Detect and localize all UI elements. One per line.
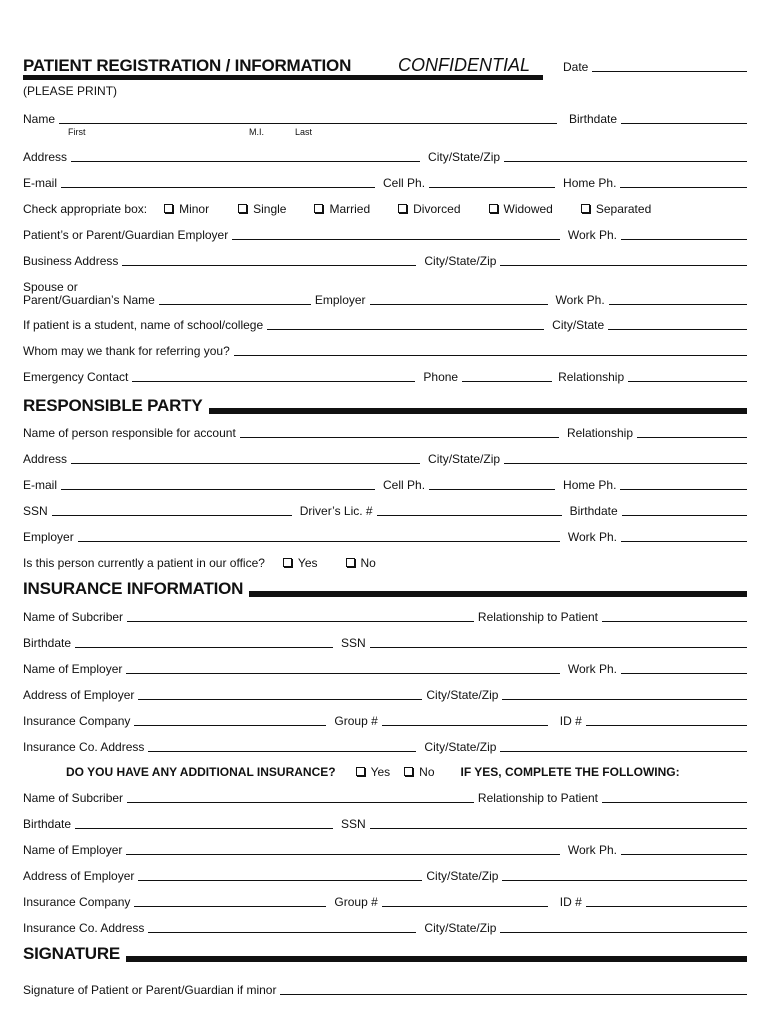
- responsible-cell-ph-field[interactable]: [429, 478, 555, 490]
- subscriber-birthdate-label: Birthdate: [23, 636, 72, 650]
- is-patient-no-label: No: [360, 556, 376, 570]
- signature-title: SIGNATURE: [23, 944, 121, 963]
- insurance-co-address-field[interactable]: [148, 740, 416, 752]
- responsible-ssn-field[interactable]: [52, 504, 292, 516]
- status-single-label: Single: [253, 202, 287, 216]
- confidential-label: CONFIDENTIAL: [398, 55, 531, 75]
- status-widowed-label: Widowed: [503, 202, 553, 216]
- is-patient-yes-label: Yes: [297, 556, 318, 570]
- student-school-label: If patient is a student, name of school/college: [23, 318, 264, 332]
- checkbox-icon: [356, 767, 365, 776]
- subscriber-relationship-label: Relationship to Patient: [477, 610, 598, 624]
- student-row: [23, 318, 747, 332]
- signature-row: [23, 983, 747, 997]
- insurance2-co-address-label: Insurance Co. Address: [23, 921, 145, 935]
- responsible-birthdate-field[interactable]: [622, 504, 747, 516]
- group-field[interactable]: [382, 714, 548, 726]
- employer-city-state-zip-label: City/State/Zip: [426, 688, 499, 702]
- employer2-address-label: Address of Employer: [23, 869, 135, 883]
- please-print-note: (PLEASE PRINT): [23, 84, 118, 98]
- referring-label: Whom may we thank for referring you?: [23, 344, 230, 358]
- business-address-field[interactable]: [122, 254, 416, 266]
- address-row: [23, 150, 747, 164]
- subscriber2-work-ph-field[interactable]: [621, 843, 747, 855]
- additional-no-checkbox[interactable]: [404, 765, 434, 779]
- responsible-city-state-zip-label: City/State/Zip: [428, 452, 501, 466]
- insurance2-co-city-state-zip-field[interactable]: [500, 921, 747, 933]
- home-ph-label: Home Ph.: [563, 176, 617, 190]
- checkbox-icon: [238, 204, 247, 213]
- emergency-relationship-field[interactable]: [628, 370, 747, 382]
- date-label: Date: [563, 60, 589, 74]
- employer-field[interactable]: [232, 228, 560, 240]
- name-label: Name: [23, 112, 56, 126]
- subscriber2-relationship-field[interactable]: [602, 791, 747, 803]
- subscriber-ssn-field[interactable]: [370, 636, 747, 648]
- insurance2-co-city-state-zip-label: City/State/Zip: [424, 921, 497, 935]
- checkbox-icon: [346, 558, 355, 567]
- subscriber2-field[interactable]: [127, 791, 474, 803]
- employer-city-state-zip-field[interactable]: [502, 688, 747, 700]
- birthdate-field[interactable]: [621, 112, 747, 124]
- subscriber-field[interactable]: [127, 610, 474, 622]
- name-first-caption: First: [68, 127, 86, 137]
- business-address-label: Business Address: [23, 254, 119, 268]
- subscriber2-employer-row: [23, 843, 747, 857]
- check-box-label: Check appropriate box:: [23, 202, 148, 216]
- insurance2-company-field[interactable]: [134, 895, 326, 907]
- checkbox-icon: [489, 204, 498, 213]
- business-address-row: [23, 254, 747, 268]
- form-title: PATIENT REGISTRATION / INFORMATION: [23, 56, 352, 75]
- subscriber2-ssn-label: SSN: [341, 817, 366, 831]
- status-minor-checkbox[interactable]: [164, 202, 209, 216]
- status-divorced-checkbox[interactable]: [398, 202, 460, 216]
- group-label: Group #: [334, 714, 378, 728]
- subscriber-employer-field[interactable]: [126, 662, 560, 674]
- section-rule: [249, 591, 747, 597]
- responsible-work-ph-label: Work Ph.: [567, 530, 617, 544]
- emergency-row: [23, 370, 747, 384]
- subscriber-birthdate-field[interactable]: [75, 636, 333, 648]
- emergency-field[interactable]: [132, 370, 415, 382]
- please-print-row: [23, 84, 747, 98]
- subscriber-birthdate-row: [23, 636, 747, 650]
- subscriber2-row: [23, 791, 747, 805]
- email-row: [23, 176, 747, 190]
- subscriber-work-ph-field[interactable]: [621, 662, 747, 674]
- pg-name-field[interactable]: [159, 293, 311, 305]
- subscriber-row: [23, 610, 747, 624]
- work-ph-field[interactable]: [621, 228, 747, 240]
- status-minor-label: Minor: [179, 202, 210, 216]
- responsible-party-title: RESPONSIBLE PARTY: [23, 396, 203, 415]
- spouse-or-label: Spouse or: [23, 280, 78, 294]
- group2-field[interactable]: [382, 895, 548, 907]
- responsible-person-field[interactable]: [240, 426, 559, 438]
- responsible-employer-row: [23, 530, 747, 544]
- section-rule: [126, 956, 747, 962]
- school-city-state-field[interactable]: [608, 318, 747, 330]
- insurance-co-address-label: Insurance Co. Address: [23, 740, 145, 754]
- employer-address-label: Address of Employer: [23, 688, 135, 702]
- subscriber2-ssn-field[interactable]: [370, 817, 747, 829]
- drivers-lic-field[interactable]: [377, 504, 562, 516]
- subscriber2-work-ph-label: Work Ph.: [567, 843, 617, 857]
- id2-label: ID #: [559, 895, 582, 909]
- insurance2-co-address-field[interactable]: [148, 921, 416, 933]
- birthdate-label: Birthdate: [568, 112, 617, 126]
- address-field[interactable]: [71, 150, 420, 162]
- subscriber2-birthdate-row: [23, 817, 747, 831]
- is-patient-no-checkbox[interactable]: [346, 556, 376, 570]
- employer2-address-row: [23, 869, 747, 883]
- status-widowed-checkbox[interactable]: [489, 202, 553, 216]
- responsible-employer-label: Employer: [23, 530, 74, 544]
- additional-insurance-row: [66, 765, 747, 779]
- responsible-home-ph-field[interactable]: [620, 478, 747, 490]
- responsible-home-ph-label: Home Ph.: [563, 478, 617, 492]
- signature-field[interactable]: [280, 983, 747, 995]
- additional-yes-label: Yes: [370, 765, 391, 779]
- id-field[interactable]: [586, 714, 747, 726]
- additional-insurance-question: DO YOU HAVE ANY ADDITIONAL INSURANCE?: [66, 765, 336, 779]
- responsible-ssn-label: SSN: [23, 504, 48, 518]
- subscriber-work-ph-label: Work Ph.: [567, 662, 617, 676]
- date-field[interactable]: [592, 60, 747, 72]
- employer-row: [23, 228, 747, 242]
- spouse-or-row: [23, 280, 747, 294]
- employer-address-field[interactable]: [138, 688, 422, 700]
- spouse-employer-field[interactable]: [370, 293, 548, 305]
- responsible-relationship-label: Relationship: [566, 426, 633, 440]
- responsible-city-state-zip-field[interactable]: [504, 452, 747, 464]
- subscriber2-employer-label: Name of Employer: [23, 843, 123, 857]
- subscriber2-birthdate-label: Birthdate: [23, 817, 72, 831]
- school-city-state-label: City/State: [552, 318, 605, 332]
- if-yes-note: IF YES, COMPLETE THE FOLLOWING:: [460, 765, 680, 779]
- insurance-company-field[interactable]: [134, 714, 326, 726]
- date-row: [563, 60, 747, 74]
- checkbox-icon: [283, 558, 292, 567]
- emergency-label: Emergency Contact: [23, 370, 129, 384]
- spouse-work-ph-field[interactable]: [609, 293, 747, 305]
- spouse-row: [23, 293, 747, 307]
- pg-name-label: Parent/Guardian’s Name: [23, 293, 155, 307]
- city-state-zip-field[interactable]: [504, 150, 747, 162]
- student-school-field[interactable]: [267, 318, 544, 330]
- status-divorced-label: Divorced: [413, 202, 461, 216]
- responsible-relationship-field[interactable]: [637, 426, 747, 438]
- drivers-lic-label: Driver’s Lic. #: [299, 504, 373, 518]
- insurance-company-row: [23, 714, 747, 728]
- business-city-state-zip-field[interactable]: [500, 254, 747, 266]
- referring-field[interactable]: [234, 344, 747, 356]
- subscriber-employer-row: [23, 662, 747, 676]
- responsible-cell-ph-label: Cell Ph.: [383, 478, 426, 492]
- status-married-label: Married: [329, 202, 371, 216]
- email-field[interactable]: [61, 176, 375, 188]
- responsible-person-label: Name of person responsible for account: [23, 426, 236, 440]
- cell-ph-label: Cell Ph.: [383, 176, 426, 190]
- responsible-birthdate-label: Birthdate: [569, 504, 618, 518]
- responsible-ssn-row: [23, 504, 747, 518]
- checkbox-icon: [314, 204, 323, 213]
- name-field[interactable]: [59, 112, 557, 124]
- insurance-co-city-state-zip-label: City/State/Zip: [424, 740, 497, 754]
- employer-address-row: [23, 688, 747, 702]
- emergency-phone-field[interactable]: [462, 370, 552, 382]
- group2-label: Group #: [334, 895, 378, 909]
- responsible-address-field[interactable]: [71, 452, 420, 464]
- insurance-company-label: Insurance Company: [23, 714, 131, 728]
- spouse-employer-label: Employer: [314, 293, 366, 307]
- status-separated-checkbox[interactable]: [581, 202, 651, 216]
- subscriber-label: Name of Subcriber: [23, 610, 124, 624]
- status-separated-label: Separated: [595, 202, 652, 216]
- is-patient-label: Is this person currently a patient in our office?: [23, 556, 265, 570]
- responsible-person-row: [23, 426, 747, 440]
- is-patient-yes-checkbox[interactable]: [283, 556, 318, 570]
- checkbox-icon: [404, 767, 413, 776]
- responsible-address-row: [23, 452, 747, 466]
- responsible-party-heading: [23, 396, 747, 416]
- home-ph-field[interactable]: [620, 176, 747, 188]
- emergency-phone-label: Phone: [423, 370, 459, 384]
- is-patient-row: [23, 556, 747, 570]
- subscriber2-relationship-label: Relationship to Patient: [477, 791, 598, 805]
- section-rule: [209, 408, 747, 414]
- name-row: [23, 112, 747, 126]
- referring-row: [23, 344, 747, 358]
- email-label: E-mail: [23, 176, 58, 190]
- responsible-employer-field[interactable]: [78, 530, 560, 542]
- work-ph-label: Work Ph.: [567, 228, 617, 242]
- insurance-title: INSURANCE INFORMATION: [23, 579, 244, 598]
- checkbox-icon: [398, 204, 407, 213]
- cell-ph-field[interactable]: [429, 176, 555, 188]
- name-last-caption: Last: [295, 127, 313, 137]
- checkbox-icon: [164, 204, 173, 213]
- subscriber2-employer-field[interactable]: [126, 843, 560, 855]
- employer2-city-state-zip-field[interactable]: [502, 869, 747, 881]
- id-label: ID #: [559, 714, 582, 728]
- emergency-relationship-label: Relationship: [558, 370, 625, 384]
- insurance2-company-label: Insurance Company: [23, 895, 131, 909]
- status-married-checkbox[interactable]: [314, 202, 370, 216]
- responsible-email-row: [23, 478, 747, 492]
- subscriber2-birthdate-field[interactable]: [75, 817, 333, 829]
- checkbox-icon: [581, 204, 590, 213]
- insurance2-co-address-row: [23, 921, 747, 935]
- employer2-address-field[interactable]: [138, 869, 422, 881]
- business-city-state-zip-label: City/State/Zip: [424, 254, 497, 268]
- city-state-zip-label: City/State/Zip: [428, 150, 501, 164]
- additional-yes-checkbox[interactable]: [356, 765, 391, 779]
- subscriber2-label: Name of Subcriber: [23, 791, 124, 805]
- responsible-email-label: E-mail: [23, 478, 58, 492]
- employer2-city-state-zip-label: City/State/Zip: [426, 869, 499, 883]
- spouse-work-ph-label: Work Ph.: [555, 293, 605, 307]
- signature-heading: [23, 944, 747, 964]
- subscriber-ssn-label: SSN: [341, 636, 366, 650]
- responsible-work-ph-field[interactable]: [621, 530, 747, 542]
- address-label: Address: [23, 150, 68, 164]
- name-mi-caption: M.I.: [249, 127, 264, 137]
- signature-label: Signature of Patient or Parent/Guardian if minor: [23, 983, 277, 997]
- responsible-email-field[interactable]: [61, 478, 375, 490]
- status-single-checkbox[interactable]: [238, 202, 286, 216]
- id2-field[interactable]: [586, 895, 747, 907]
- employer-label: Patient’s or Parent/Guardian Employer: [23, 228, 229, 242]
- subscriber-employer-label: Name of Employer: [23, 662, 123, 676]
- insurance-co-address-row: [23, 740, 747, 754]
- insurance-heading: [23, 579, 747, 599]
- responsible-address-label: Address: [23, 452, 68, 466]
- marital-status-row: [23, 202, 747, 216]
- additional-no-label: No: [419, 765, 435, 779]
- title-rule: [23, 75, 543, 80]
- insurance-co-city-state-zip-field[interactable]: [500, 740, 747, 752]
- insurance2-company-row: [23, 895, 747, 909]
- subscriber-relationship-field[interactable]: [602, 610, 747, 622]
